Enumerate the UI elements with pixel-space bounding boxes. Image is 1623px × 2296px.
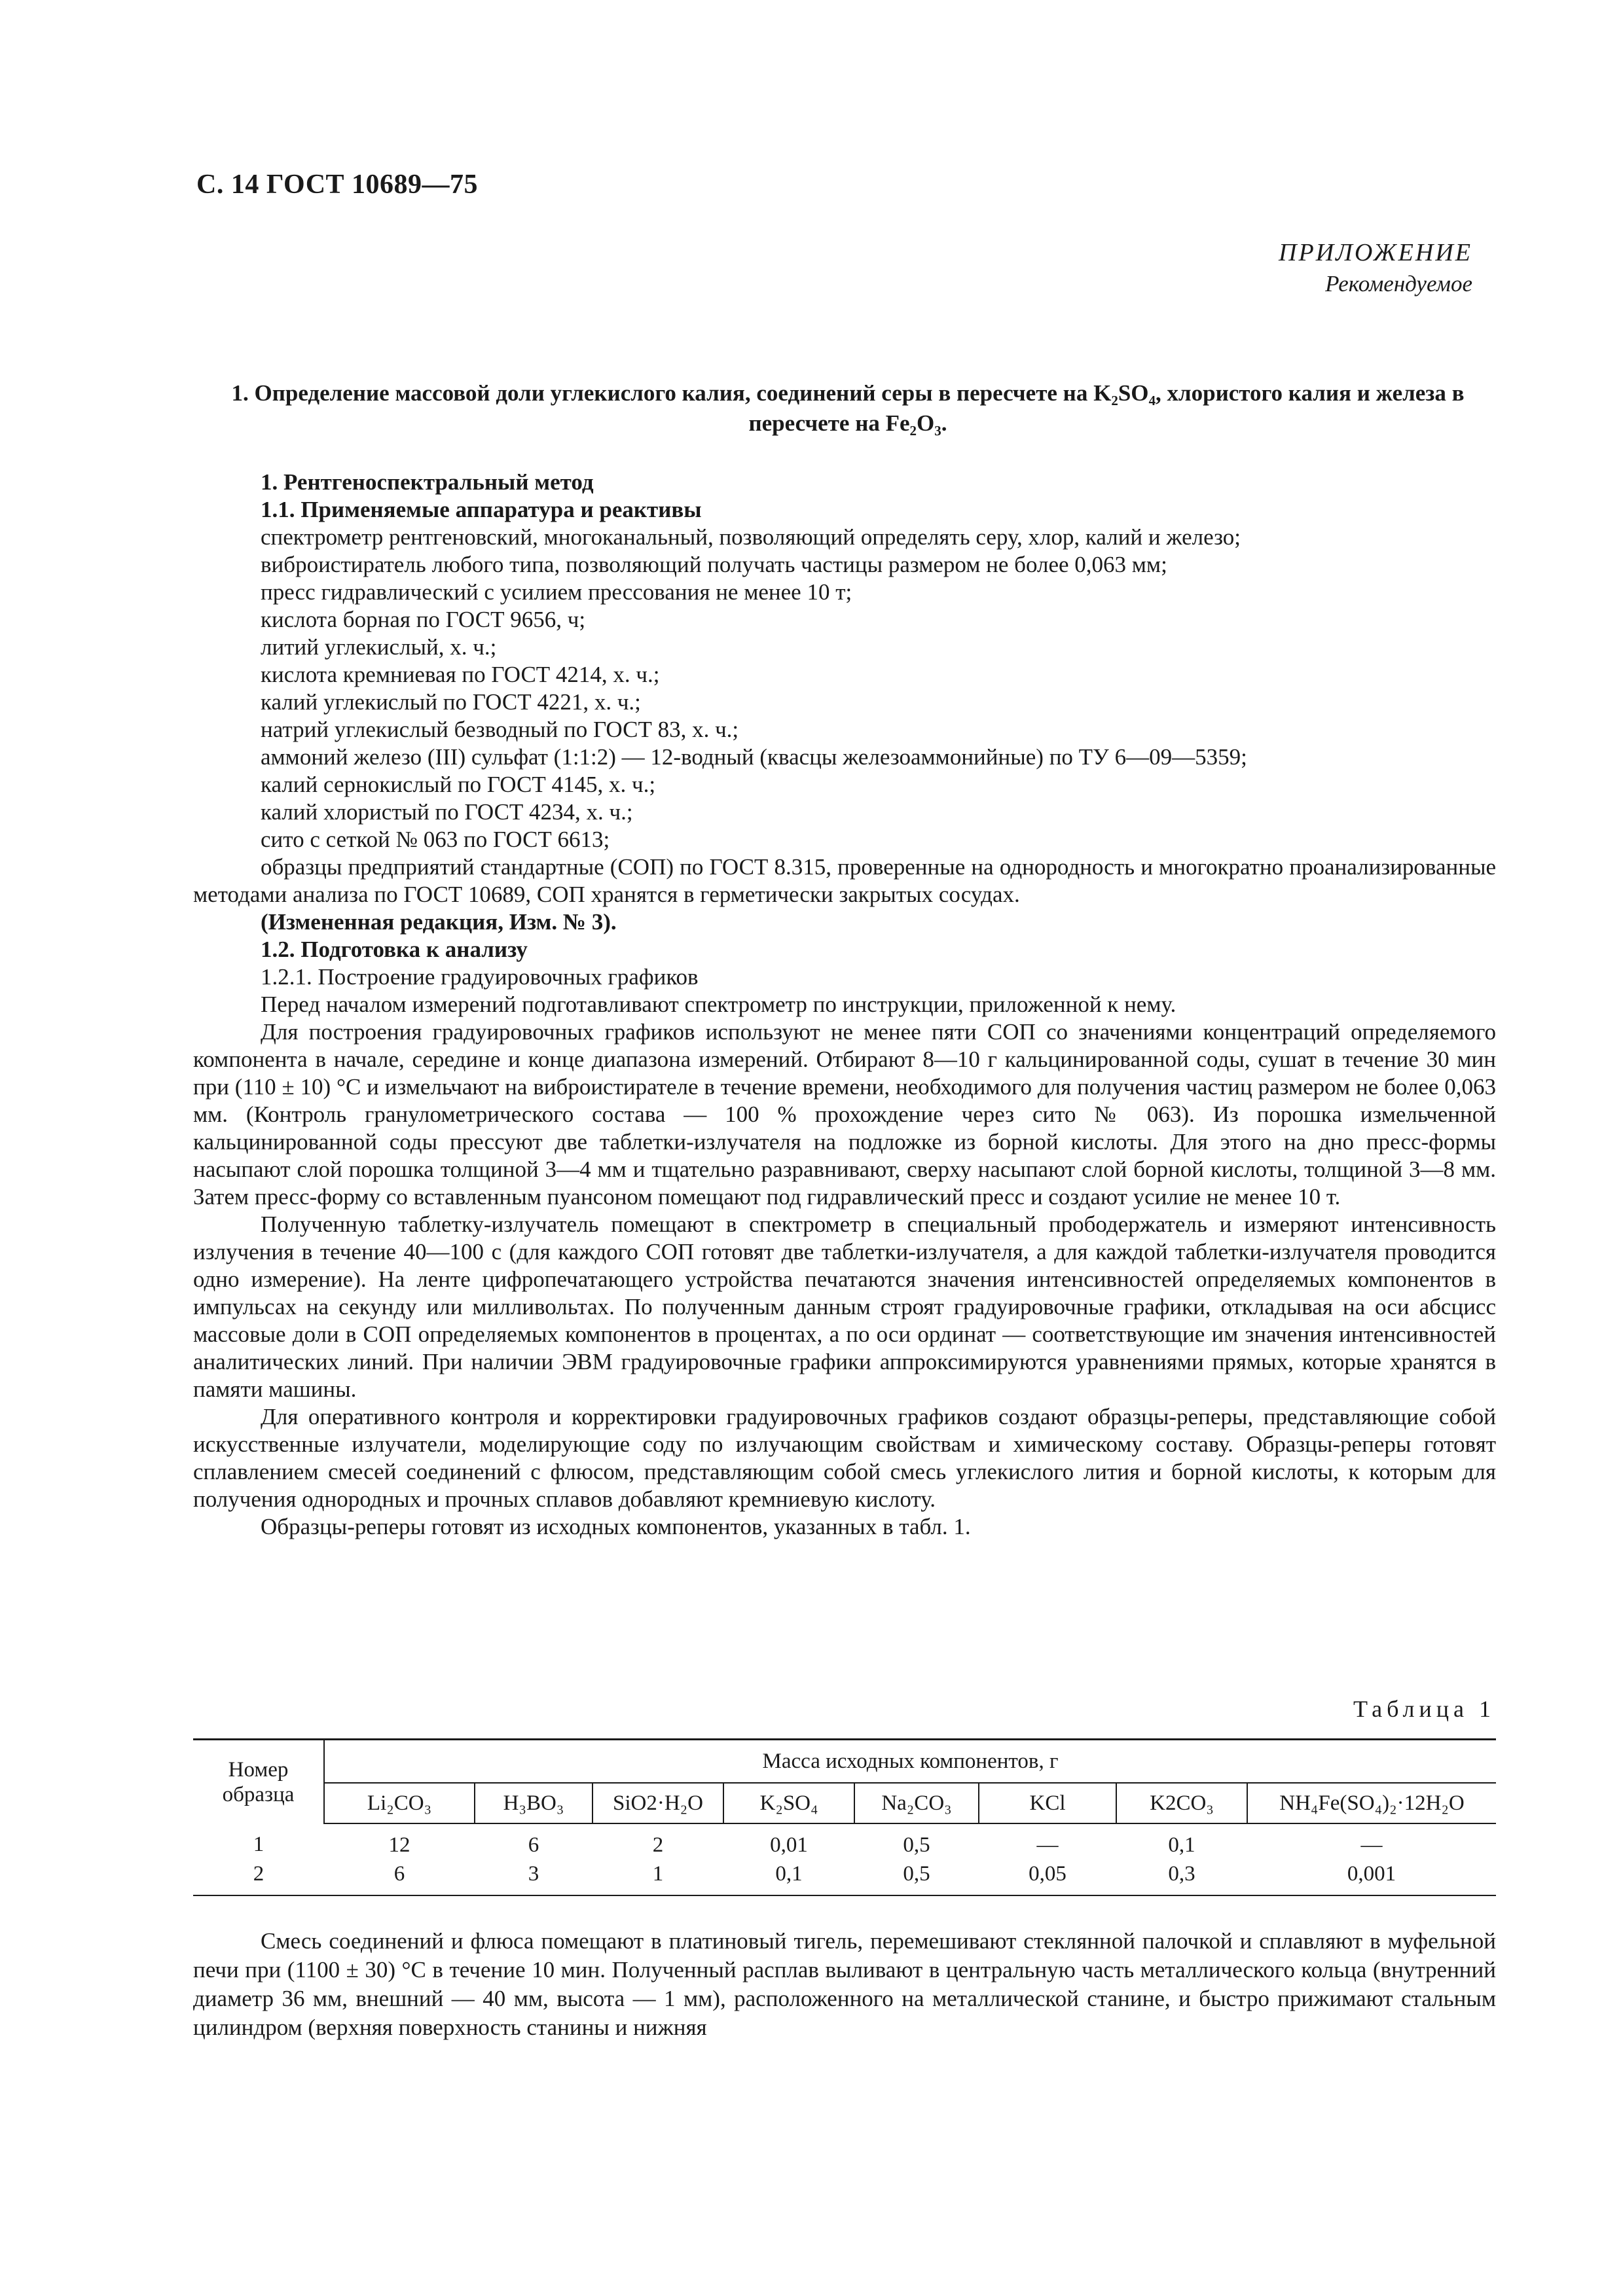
equipment-item: сито с сеткой № 063 по ГОСТ 6613; bbox=[261, 827, 610, 852]
table-cell: 2 bbox=[193, 1859, 324, 1895]
appendix-block bbox=[1279, 237, 1472, 300]
section-heading: 1. Рентгеноспектральный метод bbox=[261, 469, 594, 495]
table-cell: — bbox=[1360, 1833, 1383, 1857]
equipment-item: натрий углекислый безводный по ГОСТ 83, х. ч.; bbox=[261, 717, 739, 742]
paragraph: Образцы-реперы готовят из исходных компонентов, указанных в табл. 1. bbox=[261, 1514, 971, 1539]
table-cell: 0,5 bbox=[854, 1859, 979, 1895]
table-column-header: KCl bbox=[979, 1783, 1116, 1823]
table-cell: 0,001 bbox=[1247, 1859, 1496, 1895]
table-cell: 0,3 bbox=[1116, 1859, 1247, 1895]
table-cell: 1 bbox=[593, 1859, 723, 1895]
table-cell: 1 bbox=[253, 1833, 264, 1856]
table-cell: 3 bbox=[475, 1859, 593, 1895]
equipment-item: кислота кремниевая по ГОСТ 4214, х. ч.; bbox=[261, 662, 660, 687]
equipment-item: виброистиратель любого типа, позволяющий получать частицы размером не более 0,063 мм; bbox=[261, 552, 1167, 577]
paragraph: Перед началом измерений подготавливают спектрометр по инструкции, приложенной к нему. bbox=[261, 992, 1176, 1017]
table-cell: — bbox=[1036, 1833, 1059, 1857]
table-header-number: Номер образца bbox=[193, 1740, 324, 1824]
equipment-item: литий углекислый, х. ч.; bbox=[261, 634, 497, 660]
table-cell: 0,5 bbox=[903, 1833, 930, 1857]
equipment-item: пресс гидравлический с усилием прессования не менее 10 т; bbox=[261, 579, 852, 605]
equipment-item: калий сернокислый по ГОСТ 4145, х. ч.; bbox=[261, 772, 656, 797]
table-cell: 0,1 bbox=[1168, 1833, 1195, 1857]
equipment-item: аммоний железо (III) сульфат (1:1:2) — 12-водный (квасцы железоаммонийные) по ТУ 6—09—5359; bbox=[261, 744, 1247, 770]
paragraph: Смесь соединений и флюса помещают в платиновый тигель, перемешивают стеклянной палочкой и сплавляют в муфельной печи при (1100 ± 30) °С в течение 10 мин. Полученный расплав выливают в центральную часть металлического кольца (внутренний диаметр 36 мм, внешний — 40 мм, высота — 1 мм), расположенного на металлической станине, и быстро прижимают стальным цилиндром (верхняя поверхность станины и нижняя bbox=[193, 1928, 1496, 2040]
equipment-item: калий хлористый по ГОСТ 4234, х. ч.; bbox=[261, 799, 633, 825]
equipment-item: спектрометр рентгеновский, многоканальный, позволяющий определять серу, хлор, калий и железо; bbox=[261, 524, 1241, 550]
table-cell: 6 bbox=[528, 1833, 539, 1857]
edition-note: (Измененная редакция, Изм. № 3). bbox=[261, 909, 617, 935]
table-column-header: K₂SO₄ bbox=[723, 1783, 854, 1823]
table-column-header: Li₂CO₃ bbox=[324, 1783, 475, 1823]
table-column-header: NH₄Fe(SO₄)₂·12H₂O bbox=[1247, 1783, 1496, 1823]
subsection-1-2: 1.2. Подготовка к анализу bbox=[261, 937, 528, 962]
table-cell: 0,1 bbox=[723, 1859, 854, 1895]
appendix-sublabel: Рекомендуемое bbox=[1325, 271, 1472, 296]
subsection-1-2-1: 1.2.1. Построение градуировочных графиков bbox=[261, 964, 699, 990]
paragraph: Для оперативного контроля и корректировки градуировочных графиков создают образцы-реперы, представляющие собой искусственные излучатели, моделирующие соду по излучающим свойствам и химическому составу. Образцы-реперы готовят сплавлением смесей соединений с флюсом, представляющим собой смесь углекислого лития и борной кислоты, к которым для получения однородных и прочных сплавов добавляют кремниевую кислоту. bbox=[193, 1404, 1496, 1512]
table-row bbox=[193, 1859, 1496, 1895]
appendix-label: ПРИЛОЖЕНИЕ bbox=[1279, 239, 1472, 266]
table-column-header: K2CO₃ bbox=[1116, 1783, 1247, 1823]
table-cell: 2 bbox=[652, 1833, 664, 1857]
body-text bbox=[193, 469, 1496, 1541]
main-title: 1. Определение массовой доли углекислого калия, соединений серы в пересчете на K₂SO₄, хлористого калия и железа в пересчете на Fe₂O₃. bbox=[231, 380, 1465, 436]
paragraph: Для построения градуировочных графиков используют не менее пяти СОП со значениями концентраций определяемого компонента в начале, середине и конце диапазона измерений. Отбирают 8—10 г кальцинированной соды, сушат в течение 30 мин при (110 ± 10) °С и измельчают на виброистирателе в течение времени, необходимого для получения частиц размером не более 0,063 мм. (Контроль гранулометрического состава — 100 % прохождение через сито № 063). Из порошка измельченной кальцинированной соды прессуют две таблетки-излучателя на подложке из борной кислоты. Для этого на дно пресс-формы насыпают слой порошка толщиной 3—4 мм и тщательно разравнивают, сверху насыпают слой борной кислоты, толщиной 3—8 мм. Затем пресс-форму со вставленным пуансоном помещают под гидравлический пресс и создают усилие не менее 10 т. bbox=[193, 1019, 1496, 1210]
table-cell: 0,05 bbox=[979, 1859, 1116, 1895]
table-cell: 12 bbox=[388, 1833, 410, 1857]
equipment-item: калий углекислый по ГОСТ 4221, х. ч.; bbox=[261, 689, 641, 715]
page-header: С. 14 ГОСТ 10689—75 bbox=[196, 170, 479, 200]
subsection-1-1: 1.1. Применяемые аппаратура и реактивы bbox=[261, 497, 702, 522]
after-table-text bbox=[193, 1927, 1496, 2042]
table-caption: Таблица 1 bbox=[1353, 1696, 1495, 1722]
components-table bbox=[193, 1738, 1496, 1896]
table-header-group: Масса исходных компонентов, г bbox=[324, 1740, 1496, 1784]
table-cell: 6 bbox=[324, 1859, 475, 1895]
table-row bbox=[193, 1823, 1496, 1859]
paragraph: Полученную таблетку-излучатель помещают в спектрометр в специальный прободержатель и измеряют интенсивность излучения в течение 40—100 с (для каждого СОП готовят две таблетки-излучателя, а для каждой таблетки-излучателя проводится одно измерение). На ленте цифропечатающего устройства печатаются значения интенсивностей определяемых компонентов в импульсах на секунду или милливольтах. По полученным данным строят градуировочные графики, откладывая на оси абсцисс массовые доли в СОП определяемых компонентов в процентах, а по оси ординат — соответствующие им значения интенсивностей аналитических линий. При наличии ЭВМ градуировочные графики аппроксимируются уравнениями прямых, которые хранятся в памяти машины. bbox=[193, 1211, 1496, 1402]
table-column-header: H₃BO₃ bbox=[475, 1783, 593, 1823]
table-column-header: Na₂CO₃ bbox=[854, 1783, 979, 1823]
samples-paragraph: образцы предприятий стандартные (СОП) по ГОСТ 8.315, проверенные на однородность и многократно проанализированные методами анализа по ГОСТ 10689, СОП хранятся в герметически закрытых сосудах. bbox=[193, 854, 1496, 907]
table-cell: 0,01 bbox=[770, 1833, 808, 1857]
table-column-header: SiO2·H₂O bbox=[593, 1783, 723, 1823]
equipment-item: кислота борная по ГОСТ 9656, ч; bbox=[261, 607, 586, 632]
